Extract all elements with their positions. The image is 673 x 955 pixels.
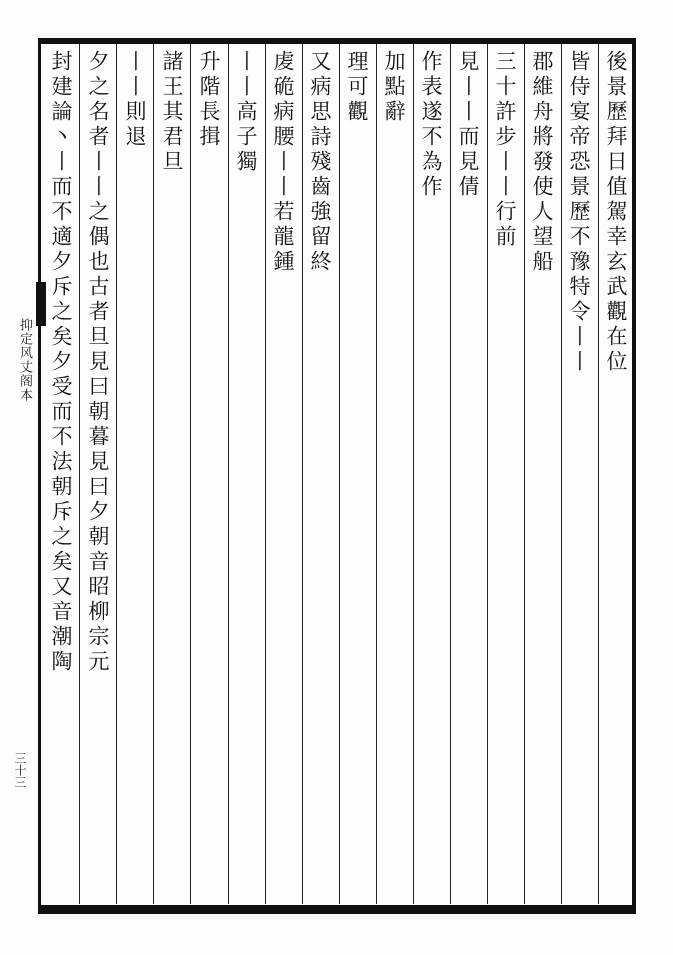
text-column: 諸王其君旦 [160, 50, 184, 175]
text-column: 郡維舟將發使人望船 [530, 50, 554, 275]
text-column: 又病思詩殘齒強留終 [308, 50, 332, 275]
text-column: 丨丨則退 [123, 50, 147, 150]
margin-label: 抑定风丈阁本 [17, 318, 32, 402]
column-rule [598, 44, 599, 904]
column-rule [153, 44, 154, 904]
column-rule [339, 44, 340, 904]
column-rule [487, 44, 488, 904]
margin-fishtail [36, 282, 46, 326]
column-rule [524, 44, 525, 904]
text-column: 作表遂不為作 [419, 50, 443, 200]
text-column: 三十許步丨丨行前 [493, 50, 517, 250]
folio-number: 三十三 [13, 752, 27, 788]
column-rule [561, 44, 562, 904]
text-column: 升階長揖 [197, 50, 221, 150]
text-column: 後景歷拜日值駕幸玄武觀在位 [604, 50, 628, 375]
column-rule [116, 44, 117, 904]
column-rule [450, 44, 451, 904]
column-rule [413, 44, 414, 904]
text-column: 加點辭 [382, 50, 406, 125]
column-rule [302, 44, 303, 904]
text-column: 夕之名者丨丨之偶也古者旦見曰朝暮見曰夕朝音昭柳宗元 [86, 50, 110, 675]
column-rule [190, 44, 191, 904]
column-rule [79, 44, 80, 904]
text-column: 䖍硊病腰丨丨若龍鍾 [271, 50, 295, 275]
column-rule [228, 44, 229, 904]
column-rule [265, 44, 266, 904]
text-column: 丨丨高子獨 [234, 50, 258, 175]
column-rule [376, 44, 377, 904]
text-column: 皆侍宴帝恐景歷不豫特令丨丨 [567, 50, 591, 375]
text-column: 封建論丶丨而不適夕斥之矣夕受而不法朝斥之矣又音潮陶 [49, 50, 73, 675]
text-column: 見丨丨而見倩 [456, 50, 480, 200]
text-column: 理可觀 [345, 50, 369, 125]
